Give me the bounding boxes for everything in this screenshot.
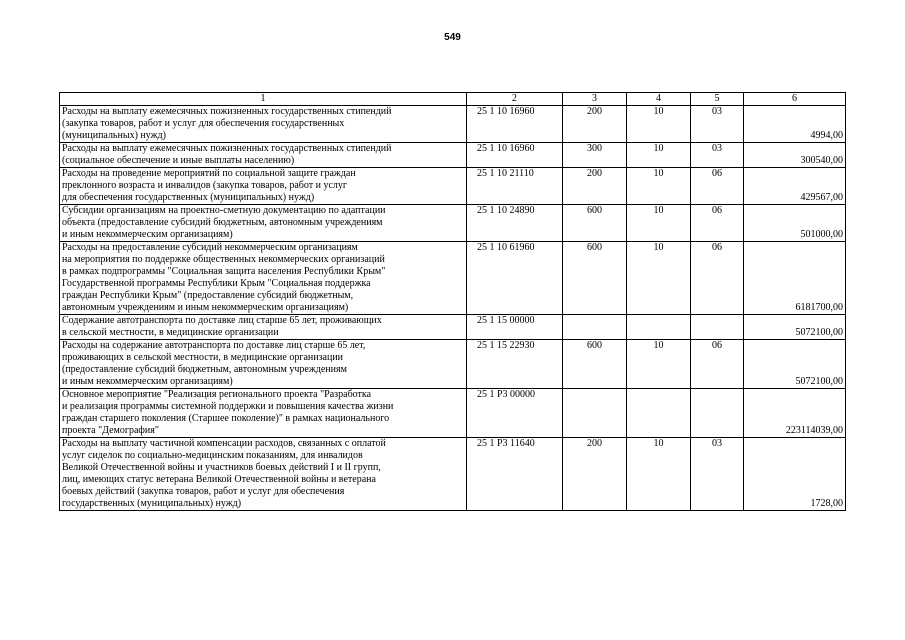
expense-name-line: Расходы на проведение мероприятий по социальной защите граждан [62, 168, 356, 179]
program-code-cell: 25 1 10 21110 [467, 168, 563, 205]
table-row [60, 389, 846, 438]
expense-name-line: Основное мероприятие "Реализация регионального проекта "Разработка [62, 389, 372, 400]
expense-type-cell: 600 [563, 242, 627, 315]
amount-cell: 5072100,00 [744, 315, 846, 340]
expense-name-line: и иным некоммерческим организациям) [62, 376, 233, 387]
table-row [60, 205, 846, 242]
expense-name-line: для обеспечения государственных (муниципальных) нужд) [62, 192, 315, 203]
column-header-2: 2 [467, 93, 563, 106]
expense-name-line: Расходы на предоставление субсидий некоммерческим организациям [62, 242, 358, 253]
table-row [60, 168, 846, 205]
expense-name-cell [60, 315, 467, 340]
table-row [60, 106, 846, 143]
amount-cell: 6181700,00 [744, 242, 846, 315]
subsection-cell [691, 389, 744, 438]
section-cell [627, 315, 691, 340]
section-cell: 10 [627, 340, 691, 389]
table-row [60, 340, 846, 389]
expense-name-line: проекта "Демография" [62, 425, 159, 436]
expense-name-line: и реализация программы системной поддержки и повышения качества жизни [62, 401, 394, 412]
expense-name-cell [60, 168, 467, 205]
budget-table [59, 92, 846, 511]
column-header-4: 4 [627, 93, 691, 106]
expense-type-cell: 200 [563, 106, 627, 143]
expense-name-line: объекта (предоставление субсидий бюджетным, автономным учреждениям [62, 217, 383, 228]
expense-name-line: Расходы на содержание автотранспорта по доставке лиц старше 65 лет, [62, 340, 366, 351]
page-number: 549 [444, 32, 461, 43]
program-code-cell: 25 1 10 16960 [467, 143, 563, 168]
expense-name-line: на мероприятия по поддержке общественных некоммерческих организаций [62, 254, 385, 265]
expense-name-line: граждан старшего поколения (Старшее поколение)" в рамках национального [62, 413, 390, 424]
expense-name-line: в рамках подпрограммы "Социальная защита населения Республики Крым" [62, 266, 386, 277]
expense-name-line: Субсидии организациям на проектно-сметную документацию по адаптации [62, 205, 386, 216]
program-code-cell: 25 1 15 00000 [467, 315, 563, 340]
table-row [60, 315, 846, 340]
expense-name-line: Содержание автотранспорта по доставке лиц старше 65 лет, проживающих [62, 315, 382, 326]
column-header-6: 6 [744, 93, 846, 106]
expense-type-cell: 600 [563, 205, 627, 242]
expense-name-line: автономным учреждениям и иным некоммерческим организациям) [62, 302, 349, 313]
expense-name-line: проживающих в сельской местности, в медицинские организации [62, 352, 344, 363]
expense-name-line: граждан Республики Крым" (предоставление субсидий бюджетным, [62, 290, 354, 301]
program-code-cell: 25 1 10 24890 [467, 205, 563, 242]
expense-name-line: Расходы на выплату ежемесячных пожизненных государственных стипендий [62, 106, 392, 117]
expense-name-line: услуг сиделок по социально-медицинским показаниям, для инвалидов [62, 450, 363, 461]
section-cell: 10 [627, 143, 691, 168]
expense-type-cell [563, 389, 627, 438]
program-code-cell: 25 1 10 61960 [467, 242, 563, 315]
expense-name-line: (социальное обеспечение и иные выплаты населению) [62, 155, 295, 166]
expense-name-line: Расходы на выплату ежемесячных пожизненных государственных стипендий [62, 143, 392, 154]
subsection-cell: 03 [691, 143, 744, 168]
expense-name-cell [60, 438, 467, 511]
expense-name-line: и иным некоммерческим организациям) [62, 229, 233, 240]
program-code-cell: 25 1 15 22930 [467, 340, 563, 389]
section-cell: 10 [627, 106, 691, 143]
expense-name-cell [60, 205, 467, 242]
expense-name-line: (муниципальных) нужд) [62, 130, 166, 141]
expense-name-line: Великой Отечественной войны и участников боевых действий I и II групп, [62, 462, 381, 473]
column-header-1: 1 [60, 93, 467, 106]
subsection-cell: 06 [691, 205, 744, 242]
section-cell: 10 [627, 242, 691, 315]
amount-cell: 4994,00 [744, 106, 846, 143]
column-header-5: 5 [691, 93, 744, 106]
expense-name-line: лиц, имеющих статус ветерана Великой Отечественной войны и ветерана [62, 474, 376, 485]
amount-cell: 429567,00 [744, 168, 846, 205]
table-row [60, 242, 846, 315]
amount-cell: 5072100,00 [744, 340, 846, 389]
expense-name-cell [60, 389, 467, 438]
expense-name-line: преклонного возраста и инвалидов (закупка товаров, работ и услуг [62, 180, 347, 191]
table-row [60, 143, 846, 168]
subsection-cell: 03 [691, 106, 744, 143]
expense-name-line: (предоставление субсидий бюджетным, автономным учреждениям [62, 364, 347, 375]
subsection-cell: 06 [691, 340, 744, 389]
expense-name-line: Государственной программы Республики Крым "Социальная поддержка [62, 278, 371, 289]
expense-type-cell [563, 315, 627, 340]
table-row [60, 438, 846, 511]
amount-cell: 501000,00 [744, 205, 846, 242]
section-cell: 10 [627, 205, 691, 242]
program-code-cell: 25 1 P3 00000 [467, 389, 563, 438]
section-cell [627, 389, 691, 438]
section-cell: 10 [627, 438, 691, 511]
expense-type-cell: 200 [563, 438, 627, 511]
expense-name-cell [60, 143, 467, 168]
subsection-cell: 06 [691, 168, 744, 205]
expense-name-line: (закупка товаров, работ и услуг для обеспечения государственных [62, 118, 345, 129]
expense-type-cell: 200 [563, 168, 627, 205]
subsection-cell [691, 315, 744, 340]
expense-type-cell: 300 [563, 143, 627, 168]
amount-cell: 1728,00 [744, 438, 846, 511]
expense-name-line: в сельской местности, в медицинские организации [62, 327, 279, 338]
expense-name-cell [60, 242, 467, 315]
subsection-cell: 03 [691, 438, 744, 511]
table-body [60, 93, 846, 511]
program-code-cell: 25 1 P3 11640 [467, 438, 563, 511]
expense-name-line: боевых действий (закупка товаров, работ и услуг для обеспечения [62, 486, 345, 497]
subsection-cell: 06 [691, 242, 744, 315]
expense-type-cell: 600 [563, 340, 627, 389]
program-code-cell: 25 1 10 16960 [467, 106, 563, 143]
amount-cell: 223114039,00 [744, 389, 846, 438]
expense-name-cell [60, 106, 467, 143]
expense-name-line: государственных (муниципальных) нужд) [62, 498, 242, 509]
table-header-row [60, 93, 846, 106]
expense-name-line: Расходы на выплату частичной компенсации расходов, связанных с оплатой [62, 438, 386, 449]
amount-cell: 300540,00 [744, 143, 846, 168]
column-header-3: 3 [563, 93, 627, 106]
expense-name-cell [60, 340, 467, 389]
section-cell: 10 [627, 168, 691, 205]
